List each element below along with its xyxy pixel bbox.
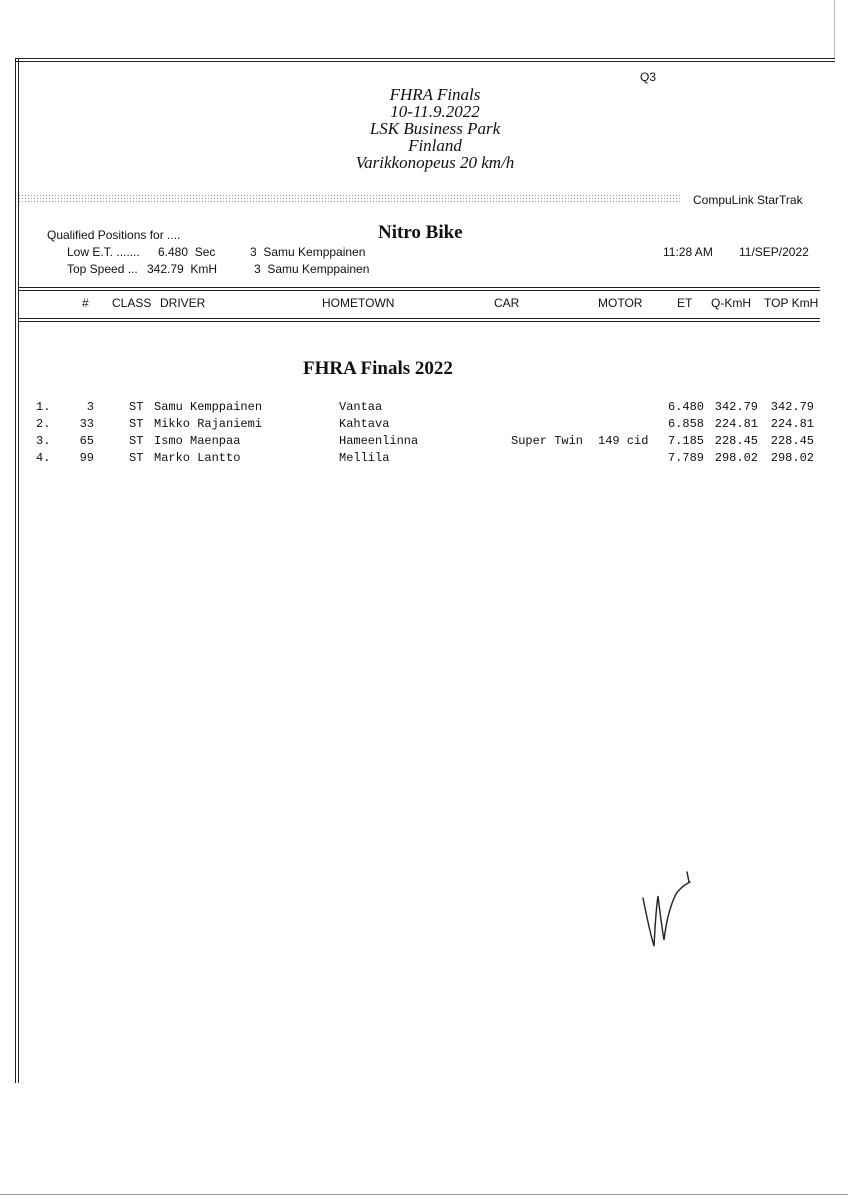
event-venue: LSK Business Park [369, 119, 501, 138]
event-pit-speed: Varikkonopeus 20 km/h [355, 153, 515, 172]
top-speed-driver: 3 Samu Kemppainen [254, 262, 370, 276]
row-driver: Marko Lantto [154, 451, 241, 465]
left-border-outer [15, 58, 16, 1083]
row-et: 6.858 [667, 417, 704, 431]
dotted-separator [18, 194, 682, 204]
low-et-value: 6.480 Sec [158, 245, 216, 259]
row-class: ST [129, 434, 144, 448]
event-country: Finland [408, 136, 462, 155]
qualified-label: Qualified Positions for .... [47, 228, 181, 242]
class-title: Nitro Bike [378, 222, 463, 243]
header-rule-top-2 [18, 290, 820, 291]
row-position: 4. [36, 451, 51, 465]
row-hometown: Mellila [339, 451, 390, 465]
event-name: FHRA Finals [389, 85, 481, 104]
row-qkmh: 298.02 [714, 451, 758, 465]
row-topkmh: 224.81 [770, 417, 814, 431]
row-number: 3 [86, 400, 94, 414]
col-number: # [82, 296, 89, 310]
row-position: 3. [36, 434, 51, 448]
table-row [0, 400, 848, 417]
col-et: ET [677, 296, 693, 310]
row-et: 7.185 [667, 434, 704, 448]
section-title: FHRA Finals 2022 [303, 358, 453, 379]
row-position: 2. [36, 417, 51, 431]
row-position: 1. [36, 400, 51, 414]
col-class: CLASS [112, 296, 152, 310]
row-topkmh: 342.79 [770, 400, 814, 414]
row-number: 99 [79, 451, 94, 465]
table-row [0, 417, 848, 434]
header-rule-bottom [18, 318, 820, 319]
row-qkmh: 224.81 [714, 417, 758, 431]
top-border-2 [15, 61, 835, 62]
event-header [300, 86, 570, 171]
top-speed-label: Top Speed ... [67, 262, 138, 276]
header-rule-top [18, 287, 820, 288]
row-class: ST [129, 451, 144, 465]
signature-icon [640, 868, 700, 958]
row-driver: Samu Kemppainen [154, 400, 263, 414]
row-et: 6.480 [667, 400, 704, 414]
row-et: 7.789 [667, 451, 704, 465]
row-driver: Ismo Maenpaa [154, 434, 241, 448]
round-label: Q3 [640, 70, 657, 84]
row-hometown: Hameenlinna [339, 434, 419, 448]
top-border [15, 58, 835, 59]
col-hometown: HOMETOWN [322, 296, 395, 310]
header-rule-bottom-2 [18, 321, 820, 322]
col-driver: DRIVER [160, 296, 206, 310]
left-border-inner [18, 58, 19, 1083]
row-number: 65 [79, 434, 94, 448]
table-row [0, 434, 848, 451]
system-label: CompuLink StarTrak [693, 193, 803, 207]
col-topkmh: TOP KmH [764, 296, 819, 310]
row-car: Super Twin [511, 434, 584, 448]
col-motor: MOTOR [598, 296, 643, 310]
table-row [0, 451, 848, 468]
row-hometown: Vantaa [339, 400, 383, 414]
low-et-label: Low E.T. ....... [67, 245, 140, 259]
low-et-driver: 3 Samu Kemppainen [250, 245, 366, 259]
row-class: ST [129, 400, 144, 414]
row-motor: 149 cid [598, 434, 649, 448]
right-edge-mark [834, 0, 835, 58]
report-date: 11/SEP/2022 [739, 245, 809, 259]
bottom-scan-edge [0, 1194, 848, 1195]
row-topkmh: 298.02 [770, 451, 814, 465]
report-time: 11:28 AM [663, 245, 713, 259]
col-qkmh: Q-KmH [711, 296, 751, 310]
row-qkmh: 342.79 [714, 400, 758, 414]
col-car: CAR [494, 296, 520, 310]
row-class: ST [129, 417, 144, 431]
event-dates: 10-11.9.2022 [390, 102, 480, 121]
top-speed-value: 342.79 KmH [147, 262, 218, 276]
row-topkmh: 228.45 [770, 434, 814, 448]
row-hometown: Kahtava [339, 417, 390, 431]
row-qkmh: 228.45 [714, 434, 758, 448]
row-number: 33 [79, 417, 94, 431]
row-driver: Mikko Rajaniemi [154, 417, 263, 431]
